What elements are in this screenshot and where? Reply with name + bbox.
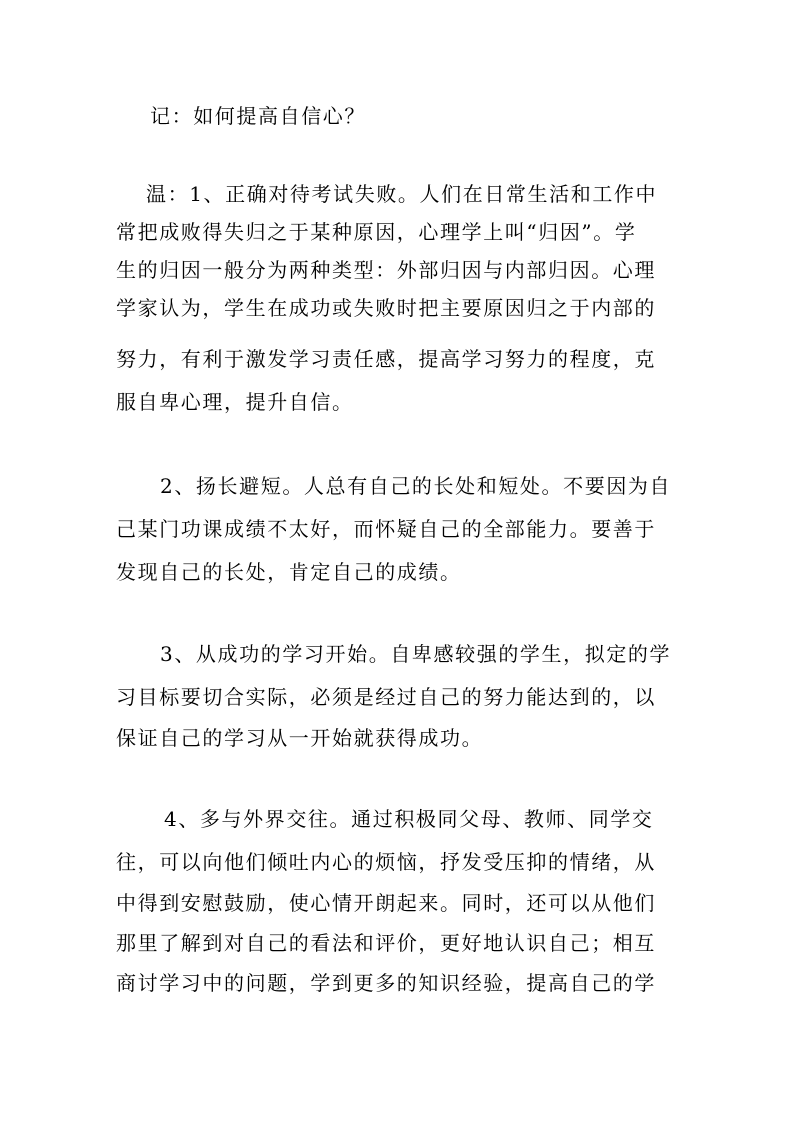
paragraph-2-line-1: 2、扬长避短。人总有自己的长处和短处。不要因为自: [160, 474, 672, 498]
paragraph-1-line-5: 努力，有利于激发学习责任感，提高学习努力的程度，克: [116, 347, 656, 371]
document-title: 记：如何提高自信心？: [150, 104, 366, 128]
paragraph-4-line-2: 往，可以向他们倾吐内心的烦恼，抒发受压抑的情绪，从: [116, 850, 656, 874]
paragraph-3-line-2: 习目标要切合实际，必须是经过自己的努力能达到的，以: [116, 685, 656, 709]
paragraph-4-line-3: 中得到安慰鼓励，使心情开朗起来。同时，还可以从他们: [116, 891, 656, 915]
paragraph-2-line-2: 己某门功课成绩不太好，而怀疑自己的全部能力。要善于: [116, 517, 656, 541]
paragraph-3-line-1: 3、从成功的学习开始。自卑感较强的学生，拟定的学: [160, 642, 672, 666]
paragraph-4-line-1: 4、多与外界交往。通过积极同父母、教师、同学交: [164, 807, 654, 831]
paragraph-1-line-1: 温：1、正确对待考试失败。人们在日常生活和工作中: [146, 182, 658, 206]
paragraph-1-line-2: 常把成败得失归之于某种原因，心理学上叫“归因”。学: [116, 220, 637, 244]
paragraph-4-line-4: 那里了解到对自己的看法和评价，更好地认识自己；相互: [116, 931, 656, 955]
paragraph-3-line-3: 保证自己的学习从一开始就获得成功。: [116, 726, 484, 750]
paragraph-2-line-3: 发现自己的长处，肯定自己的成绩。: [116, 560, 462, 584]
paragraph-4-line-5: 商讨学习中的问题，学到更多的知识经验，提高自己的学: [116, 971, 656, 995]
paragraph-1-line-4: 学家认为，学生在成功或失败时把主要原因归之于内部的: [116, 296, 656, 320]
paragraph-1-line-6: 服自卑心理，提升自信。: [116, 390, 354, 414]
paragraph-1-line-3: 生的归因一般分为两种类型：外部归因与内部归因。心理: [116, 258, 656, 282]
